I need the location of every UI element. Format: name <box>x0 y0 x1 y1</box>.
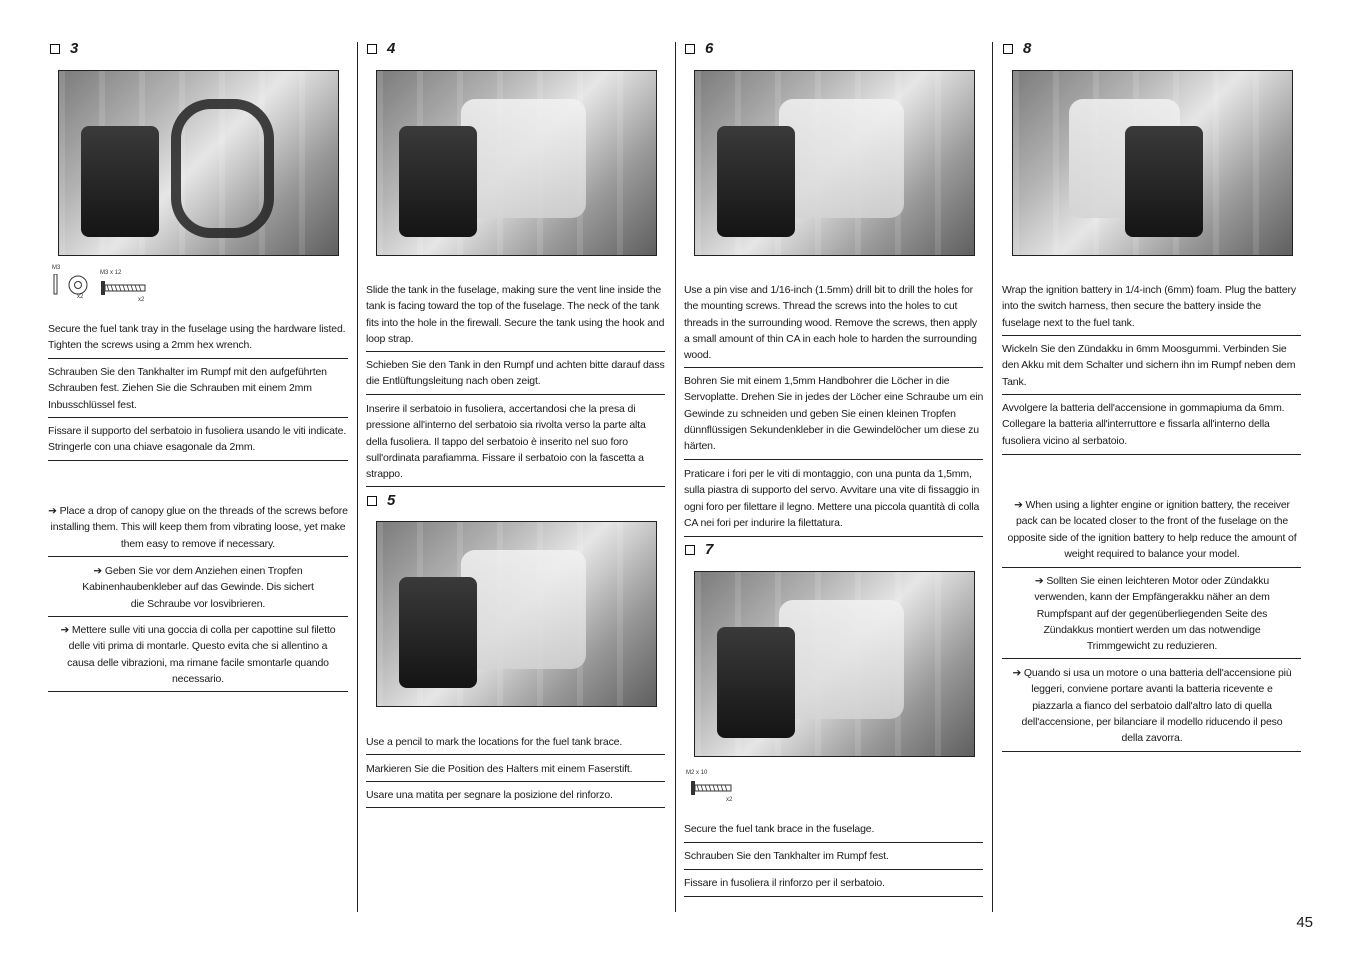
divider <box>684 896 983 897</box>
step-5-text-it: Usare una matita per segnare la posizione del rinforzo. <box>366 789 613 801</box>
step-3-tip-en: ➔ Place a drop of canopy glue on the threads of the screws before installing them. This will keep them from vibrating loose, yet make them easy to remove if necessary. <box>48 505 348 550</box>
divider <box>684 536 983 537</box>
divider <box>48 556 348 557</box>
divider <box>1002 454 1301 455</box>
step-6-text-en: Use a pin vise and 1/16-inch (1.5mm) drill bit to drill the holes for the mounting screws. Thread the screws into the holes to cut threads in the surrounding wood. Remove the screws, then apply a small amount of thin CA in each hole to harden the surrounding wood. <box>684 284 978 362</box>
step-6-photo <box>694 70 975 256</box>
step-7-photo <box>694 571 975 757</box>
step-6-text-it: Praticare i fori per le viti di montaggio, con una punta da 1,5mm, sulla piastra di supporto del servo. Avvitare una vite di fissaggio in ogni foro per filettare il legno. Mettere una piccola quantità di colla CA nei fori per indurire la filettatura. <box>684 468 980 529</box>
divider <box>1002 335 1301 336</box>
step-6-number: 6 <box>705 40 714 57</box>
screw-icon <box>100 280 150 296</box>
screw-label: M2 x 10 <box>686 770 708 776</box>
divider <box>684 842 983 843</box>
divider <box>1002 658 1301 659</box>
step-7-heading <box>685 541 713 558</box>
divider <box>1002 751 1301 752</box>
step-8-text-en: Wrap the ignition battery in 1/4-inch (6mm) foam. Plug the battery into the switch harness, then secure the battery inside the fuselage next to the fuel tank. <box>1002 284 1296 329</box>
divider <box>48 691 348 692</box>
divider <box>1002 394 1301 395</box>
washer-label: M3 <box>52 265 61 271</box>
step-7-text-en: Secure the fuel tank brace in the fuselage. <box>684 823 875 835</box>
divider <box>684 459 983 460</box>
step-8-number: 8 <box>1023 40 1032 57</box>
step-5-text-de: Markieren Sie die Position des Halters mit einem Faserstift. <box>366 763 633 775</box>
step-7-text-de: Schrauben Sie den Tankhalter im Rumpf fest. <box>684 850 889 862</box>
column-divider-2 <box>675 42 676 912</box>
step-3-text-it: Fissare il supporto del serbatoio in fusoliera usando le viti indicate. Stringerle con una chiave esagonale da 2mm. <box>48 425 347 454</box>
divider <box>48 417 348 418</box>
step-3-tip-it: ➔ Mettere sulle viti una goccia di colla per capottine sul filetto delle viti prima di montarle. Questo evita che si allentino a causa delle vibrazioni, ma rimane facile smontarle quando necessario. <box>60 624 336 685</box>
step-6-checkbox[interactable] <box>685 44 695 54</box>
divider <box>684 367 983 368</box>
step-6-text-de: Bohren Sie mit einem 1,5mm Handbohrer die Löcher in die Servoplatte. Drehen Sie in jedes der Löcher eine Schraube um ein Gewinde zu schneiden und geben Sie einen kleinen Tropfen dünnflüssigen Sekundenkleber in die Gewindelöcher um diese zu härten. <box>684 375 984 453</box>
divider <box>684 869 983 870</box>
step-5-checkbox[interactable] <box>367 496 377 506</box>
step-5-photo <box>376 521 657 707</box>
divider <box>366 807 665 808</box>
step-8-photo <box>1012 70 1293 256</box>
divider <box>366 781 665 782</box>
step-8-tip-en: ➔ When using a lighter engine or ignition battery, the receiver pack can be located closer to the front of the fuselage on the opposite side of the ignition battery to help reduce the amount of weight required to balance your model. <box>1007 499 1297 560</box>
screw-qty: x2 <box>138 297 145 303</box>
screw-qty: x2 <box>726 797 733 803</box>
step-7-number: 7 <box>705 541 714 558</box>
divider <box>48 460 348 461</box>
column-divider-3 <box>992 42 993 912</box>
step-4-text-de: Schieben Sie den Tank in den Rumpf und achten bitte darauf dass die Entlüftungsleitung nach oben zeigt. <box>366 359 665 388</box>
step-3-heading <box>50 40 78 57</box>
column-divider-1 <box>357 42 358 912</box>
step-4-photo <box>376 70 657 256</box>
step-4-text-it: Inserire il serbatoio in fusoliera, accertandosi che la presa di pressione all'interno del serbatoio sia rivolta verso la parte alta della fusoliera. Il tappo del serbatoio è inserito nel suo foro sull'ordinata parafiamma. Fissare il serbatoio con la fascetta a strappo. <box>366 403 646 481</box>
step-8-heading <box>1003 40 1031 57</box>
divider <box>366 351 665 352</box>
step-3-photo <box>58 70 339 256</box>
screw-icon <box>690 780 736 796</box>
step-3-text-de: Schrauben Sie den Tankhalter im Rumpf mit den aufgeführten Schrauben fest. Ziehen Sie die Schrauben mit einem 2mm Inbusschlüssel fest. <box>48 366 327 411</box>
step-3-text-en: Secure the fuel tank tray in the fuselage using the hardware listed. Tighten the screws using a 2mm hex wrench. <box>48 323 346 352</box>
step-6-heading <box>685 40 713 57</box>
step-8-tip-it: ➔ Quando si usa un motore o una batteria dell'accensione più leggeri, conviene portare avanti la batteria ricevente e piazzarla a fianco del serbatoio dall'altro lato di quella dell'accensione, per bilanciare il modello riducendo il peso della zavorra. <box>1012 667 1292 745</box>
step-5-heading <box>367 492 395 509</box>
step-3-number: 3 <box>70 40 79 57</box>
divider <box>1002 567 1301 568</box>
step-5-number: 5 <box>387 492 396 509</box>
washer-icon <box>52 274 92 300</box>
screw-label: M3 x 12 <box>100 270 122 276</box>
divider <box>366 754 665 755</box>
step-5-text-en: Use a pencil to mark the locations for the fuel tank brace. <box>366 736 623 748</box>
step-4-heading <box>367 40 395 57</box>
step-3-checkbox[interactable] <box>50 44 60 54</box>
washer-qty: x2 <box>77 294 84 300</box>
step-4-number: 4 <box>387 40 396 57</box>
step-8-tip-de: ➔ Sollten Sie einen leichteren Motor oder Zündakku verwenden, kann der Empfängerakku näher an dem Rumpfspant auf der gegenüberliegenden Seite des Zündakkus montiert werden um das notwendige Trimmgewicht zu reduzieren. <box>1034 575 1270 653</box>
divider <box>48 358 348 359</box>
step-7-checkbox[interactable] <box>685 545 695 555</box>
divider <box>366 486 665 487</box>
divider <box>48 616 348 617</box>
divider <box>366 394 665 395</box>
step-4-checkbox[interactable] <box>367 44 377 54</box>
page-number: 45 <box>1296 914 1313 931</box>
step-8-text-it: Avvolgere la batteria dell'accensione in gommapiuma da 6mm. Collegare la batteria all'interruttore e fissarla all'interno della fusoliera vicino al serbatoio. <box>1002 402 1285 447</box>
step-8-checkbox[interactable] <box>1003 44 1013 54</box>
step-4-text-en: Slide the tank in the fuselage, making sure the vent line inside the tank is facing toward the top of the fuselage. The neck of the tank fits into the hole in the firewall. Secure the tank using the hook and loop strap. <box>366 284 665 345</box>
step-8-text-de: Wickeln Sie den Zündakku in 6mm Moosgummi. Verbinden Sie den Akku mit dem Schalter und sichern ihn im Rumpf neben dem Tank. <box>1002 343 1296 388</box>
step-7-text-it: Fissare in fusoliera il rinforzo per il serbatoio. <box>684 877 885 889</box>
step-3-tip-de: ➔ Geben Sie vor dem Anziehen einen Tropfen Kabinenhaubenkleber auf das Gewinde. Dis sichert die Schraube vor losvibrieren. <box>82 565 314 610</box>
